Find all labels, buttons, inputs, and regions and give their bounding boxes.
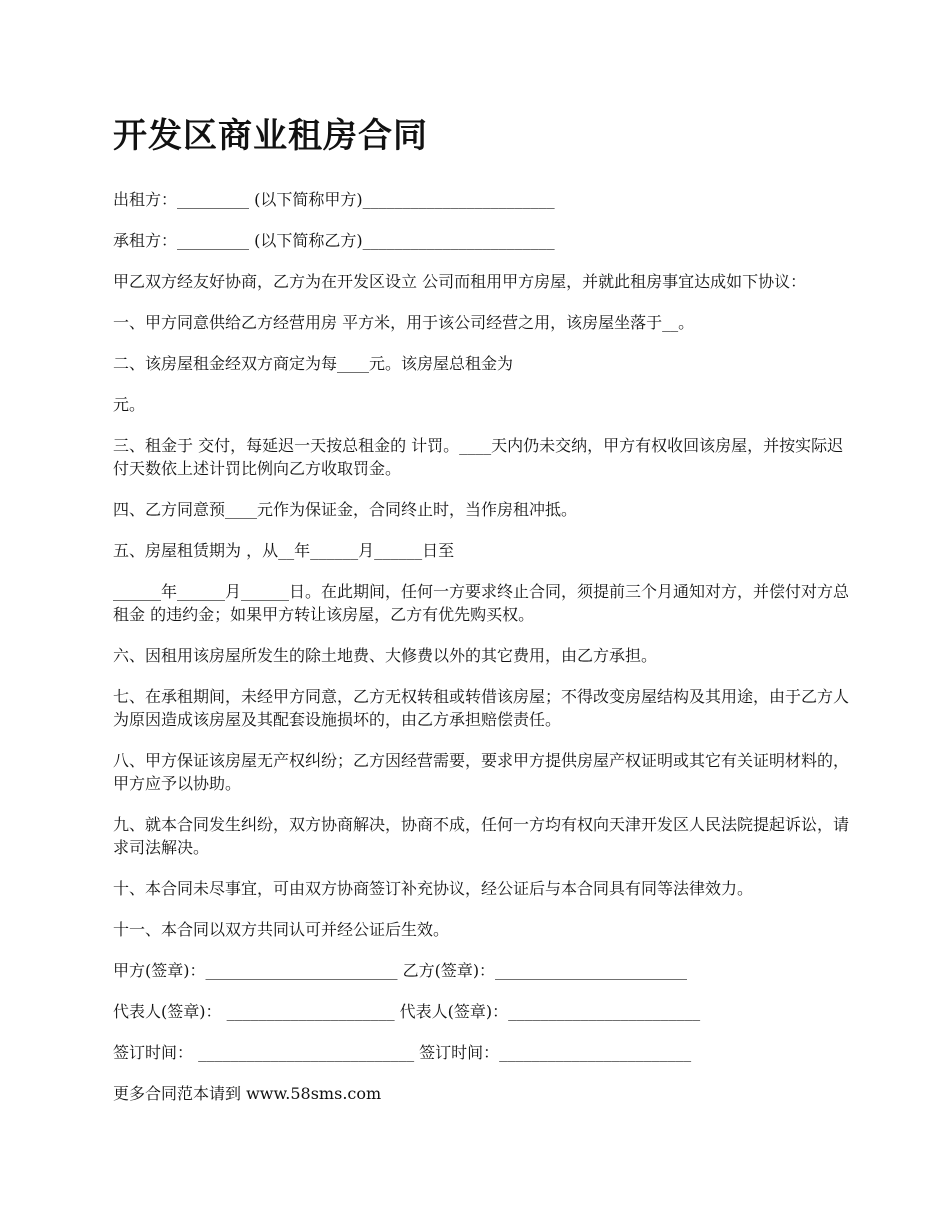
clause-11: 十一、本合同以双方共同认可并经公证后生效。 — [113, 920, 450, 939]
footer-link-text: 更多合同范本请到 www.58sms.com — [113, 1084, 382, 1103]
contract-document — [113, 112, 858, 1123]
signature-line-representatives: 代表人(签章)： _____________________ 代表人(签章)：________________________ — [113, 1002, 701, 1021]
clause-8: 八、甲方保证该房屋无产权纠纷；乙方因经营需要，要求甲方提供房屋产权证明或其它有关证明材料的，甲方应予以协助。 — [113, 751, 850, 793]
lessor-line: 出租方：_________ (以下简称甲方)________________________ — [113, 190, 555, 209]
clause-1: 一、甲方同意供给乙方经营用房 平方米，用于该公司经营之用，该房屋坐落于__。 — [113, 313, 695, 332]
clause-5-continued: ______年______月______日。在此期间，任何一方要求终止合同，须提前三个月通知对方，并偿付对方总租金 的违约金；如果甲方转让该房屋，乙方有优先购买权。 — [113, 582, 850, 624]
clause-7: 七、在承租期间，未经甲方同意，乙方无权转租或转借该房屋；不得改变房屋结构及其用途，由于乙方人为原因造成该房屋及其配套设施损坏的，由乙方承担赔偿责任。 — [113, 687, 850, 729]
clause-10: 十、本合同未尽事宜，可由双方协商签订补充协议，经公证后与本合同具有同等法律效力。 — [113, 879, 754, 898]
clause-5: 五、房屋租赁期为 ，从__年______月______日至 — [113, 541, 455, 560]
signature-line-parties: 甲方(签章)：________________________ 乙方(签章)：________________________ — [113, 961, 688, 980]
clause-9: 九、就本合同发生纠纷，双方协商解决，协商不成，任何一方均有权向天津开发区人民法院提起诉讼，请求司法解决。 — [113, 815, 850, 857]
document-title: 开发区商业租房合同 — [113, 116, 428, 156]
clause-2-continued: 元。 — [113, 395, 146, 414]
clause-4: 四、乙方同意预____元作为保证金，合同终止时，当作房租冲抵。 — [113, 500, 578, 519]
clause-2: 二、该房屋租金经双方商定为每____元。该房屋总租金为 — [113, 354, 514, 373]
preamble-paragraph: 甲乙双方经友好协商，乙方为在开发区设立 公司而租用甲方房屋，并就此租房事宜达成如下协议： — [113, 272, 807, 291]
clause-3: 三、租金于 交付，每延迟一天按总租金的 计罚。____天内仍未交纳，甲方有权收回该房屋，并按实际迟付天数依上述计罚比例向乙方收取罚金。 — [113, 436, 844, 478]
clause-6: 六、因租用该房屋所发生的除土地费、大修费以外的其它费用，由乙方承担。 — [113, 646, 658, 665]
signature-line-dates: 签订时间： ___________________________ 签订时间：________________________ — [113, 1043, 692, 1062]
lessee-line: 承租方：_________ (以下简称乙方)________________________ — [113, 231, 555, 250]
